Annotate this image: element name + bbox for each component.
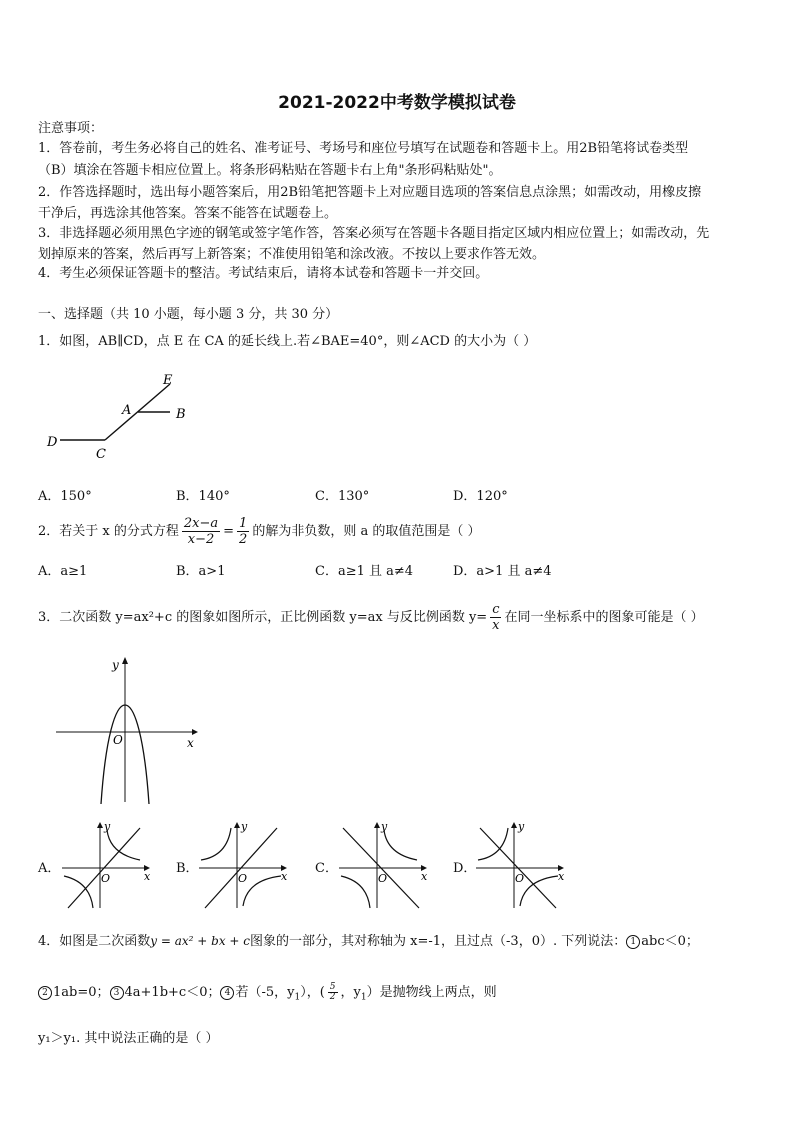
question-2-text: 2．若关于 x 的分式方程 $\frac{2x-a}{x-2}$ = $\frac{1}{2}$ 的解为非负数，则 a 的取值范围是（ ） [38, 516, 481, 547]
page-title: 2021-2022中考数学模拟试卷 [278, 93, 516, 113]
q3-option-c-label: C． [315, 861, 338, 876]
svg-text:y: y [104, 820, 111, 833]
q3-option-b-label: B． [176, 861, 199, 876]
svg-text:O: O [515, 872, 525, 885]
question-1-figure [40, 370, 200, 465]
question-1-text: 1．如图，AB∥CD，点 E 在 CA 的延长线上.若∠BAE=40°，则∠ACD 的大小为（ ） [38, 334, 537, 349]
q3-option-a-label: A． [38, 861, 61, 876]
q1-option-b: B．140° [176, 489, 230, 504]
question-4-line-3: y₁＞y₁. 其中说法正确的是（ ） [38, 1031, 219, 1046]
label-e: E [163, 373, 173, 388]
notes-line: 干净后，再选涂其他答案。答案不能答在试题卷上。 [38, 206, 338, 221]
svg-text:O: O [238, 872, 248, 885]
label-c: C [96, 447, 106, 462]
q3-option-d-graph [474, 820, 569, 910]
question-4-line-2: 2 1ab=0； 3 4a+1b+c＜0； 4 若（-5，$y_1$），( $\frac{5}{2}$ ，$y_1$）是抛物线上两点，则 [38, 983, 497, 1007]
q1-option-c: C．130° [315, 489, 370, 504]
svg-text:x: x [187, 736, 194, 750]
q2-option-b: B．a>1 [176, 564, 226, 579]
q2-option-a: A．a≥1 [38, 564, 88, 579]
notes-line: （B）填涂在答题卡相应位置上。将条形码粘贴在答题卡右上角"条形码粘贴处"。 [38, 163, 502, 178]
q3-option-b-graph [197, 820, 292, 910]
q1-option-d: D．120° [453, 489, 508, 504]
q1-option-a: A．150° [38, 489, 92, 504]
section-heading: 一、选择题（共 10 小题，每小题 3 分，共 30 分） [38, 307, 339, 322]
label-d: D [47, 435, 58, 450]
fraction: $\frac{1}{2}$ [239, 516, 248, 547]
fraction: $\frac{5}{2}$ [329, 982, 336, 1002]
notes-line: 3．非选择题必须用黑色字迹的钢笔或签字笔作答，答案必须写在答题卡各题目指定区域内相应位置上；如需改动，先 [38, 226, 710, 241]
question-3-text: 3．二次函数 y=ax²+c 的图象如图所示，正比例函数 y=ax 与反比例函数 y= $\frac{c}{x}$ 在同一坐标系中的图象可能是（ ） [38, 602, 704, 633]
svg-text:y: y [381, 820, 388, 833]
notes-line: 2．作答选择题时，选出每小题答案后，用2B铅笔把答题卡上对应题目选项的答案信息点涂黑；如需改动，用橡皮擦 [38, 185, 702, 200]
q3-option-c-graph [337, 820, 432, 910]
svg-text:O: O [113, 733, 123, 747]
notes-line: 划掉原来的答案，然后再写上新答案；不准使用铅笔和涂改液。不按以上要求作答无效。 [38, 247, 546, 262]
svg-text:x: x [558, 870, 565, 883]
notes-line: 1．答卷前，考生务必将自己的姓名、准考证号、考场号和座位号填写在试题卷和答题卡上。用2B铅笔将试卷类型 [38, 141, 689, 156]
q2-option-d: D．a>1 且 a≠4 [453, 564, 552, 579]
svg-text:x: x [144, 870, 151, 883]
label-a: A [122, 403, 132, 418]
notes-line: 4．考生必须保证答题卡的整洁。考试结束后，请将本试卷和答题卡一并交回。 [38, 266, 489, 281]
question-3-parabola-figure [52, 652, 202, 807]
question-4-line-1: 4．如图是二次函数y = ax² + bx + c图象的一部分，其对称轴为 x=-1，且过点（-3，0）. 下列说法： 1 abc＜0； [38, 934, 699, 949]
svg-text:O: O [378, 872, 388, 885]
svg-text:x: x [421, 870, 428, 883]
svg-text:y: y [241, 820, 248, 833]
q2-option-c: C．a≥1 且 a≠4 [315, 564, 414, 579]
notes-heading: 注意事项： [38, 121, 104, 136]
svg-text:y: y [518, 820, 525, 833]
q3-option-a-graph [60, 820, 155, 910]
q3-option-d-label: D． [453, 861, 477, 876]
svg-text:O: O [101, 872, 111, 885]
svg-text:x: x [281, 870, 288, 883]
fraction: $\frac{2x-a}{x-2}$ [183, 516, 219, 547]
label-b: B [176, 407, 186, 422]
svg-text:y: y [112, 658, 119, 672]
fraction: $\frac{c}{x}$ [492, 602, 500, 633]
